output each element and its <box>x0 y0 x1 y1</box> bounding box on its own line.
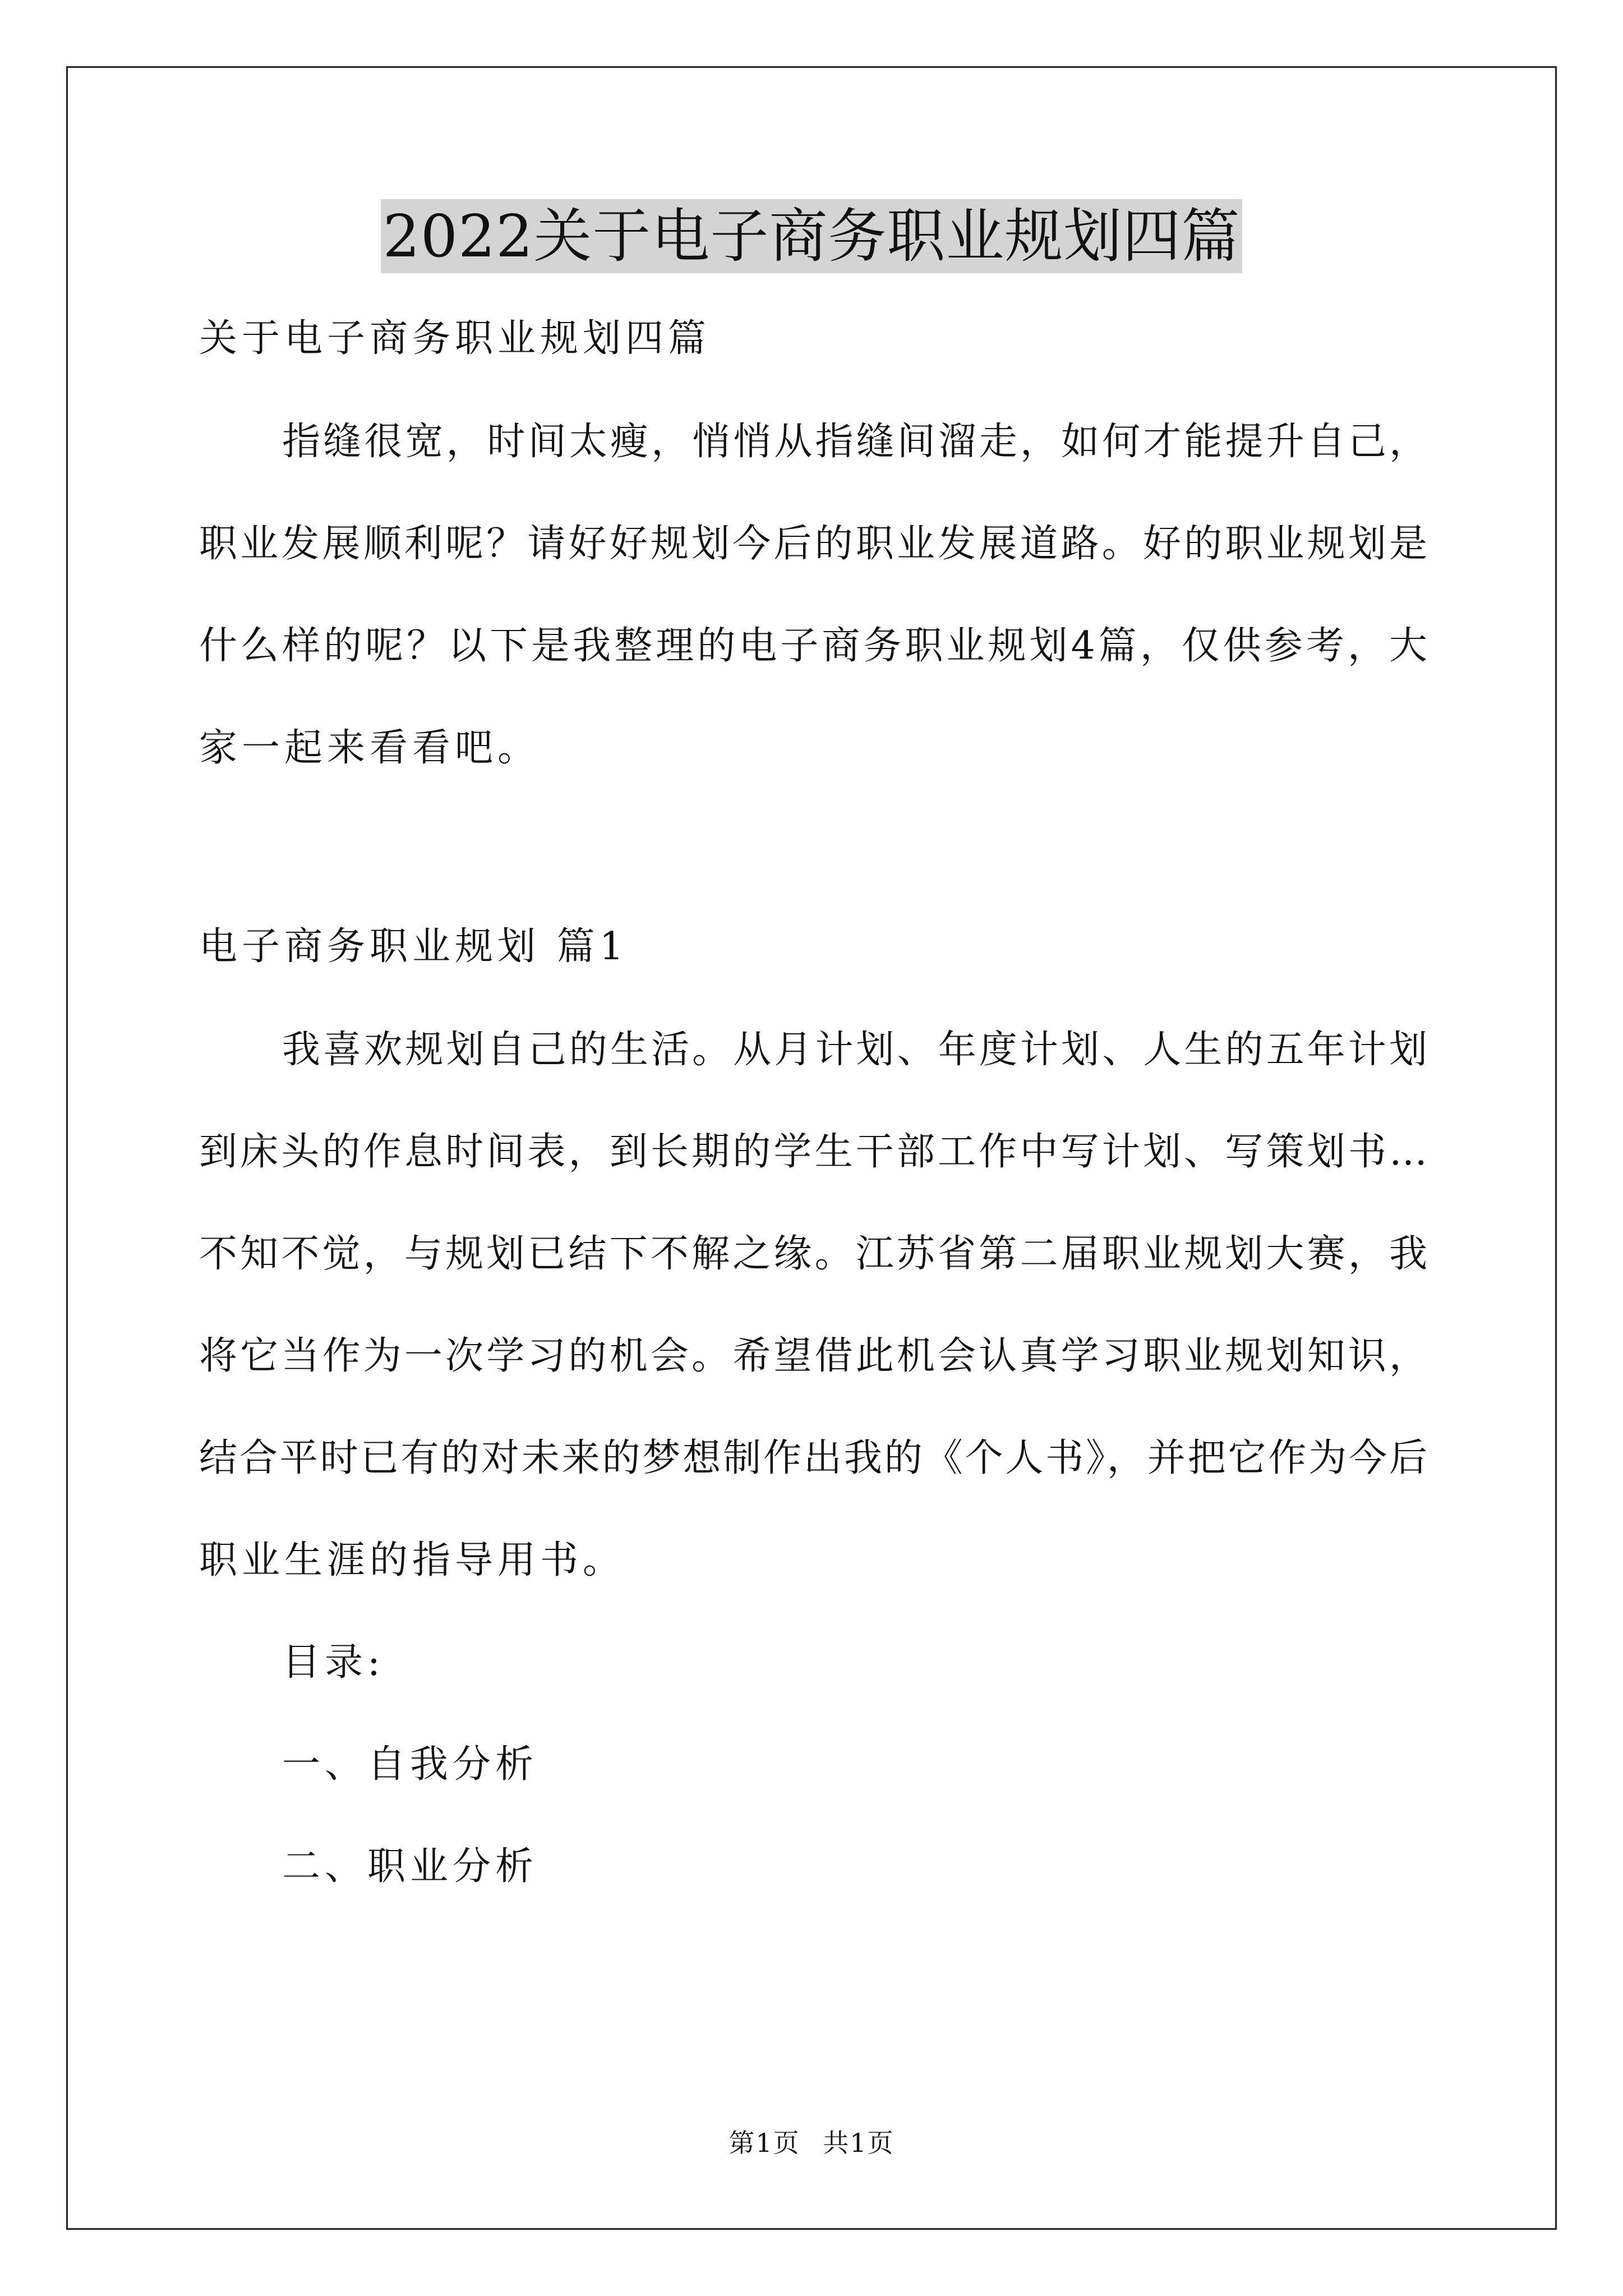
page-number-current: 第1页 <box>728 2128 800 2158</box>
body-line: 结合平时已有的对未来的梦想制作出我的《个人书》，并把它作为今后 <box>199 1436 1427 1480</box>
document-subtitle: 关于电子商务职业规划四篇 <box>199 316 711 361</box>
intro-line: 家一起来看看吧。 <box>199 726 541 770</box>
page-number-total: 共1页 <box>823 2128 895 2158</box>
intro-line: 职业发展顺利呢？请好好规划今后的职业发展道路。好的职业规划是 <box>199 522 1427 566</box>
body-line: 不知不觉，与规划已结下不解之缘。江苏省第二届职业规划大赛，我 <box>199 1232 1427 1276</box>
body-line: 职业生涯的指导用书。 <box>199 1538 626 1582</box>
toc-item: 一、自我分析 <box>282 1742 538 1787</box>
body-line: 到床头的作息时间表，到长期的学生干部工作中写计划、写策划书… <box>199 1130 1427 1174</box>
body-line: 我喜欢规划自己的生活。从月计划、年度计划、人生的五年计划 <box>282 1028 1427 1072</box>
intro-line: 什么样的呢？以下是我整理的电子商务职业规划4篇，仅供参考，大 <box>199 624 1427 668</box>
body-line: 将它当作为一次学习的机会。希望借此机会认真学习职业规划知识， <box>199 1334 1427 1378</box>
page-footer <box>0 2126 1623 2160</box>
section-heading: 电子商务职业规划 篇1 <box>199 924 628 969</box>
toc-label: 目录: <box>282 1640 385 1685</box>
toc-item: 二、职业分析 <box>282 1844 538 1889</box>
title-block <box>0 199 1623 273</box>
document-title: 2022关于电子商务职业规划四篇 <box>381 199 1243 273</box>
intro-line: 指缝很宽，时间太瘦，悄悄从指缝间溜走，如何才能提升自己， <box>282 420 1427 464</box>
